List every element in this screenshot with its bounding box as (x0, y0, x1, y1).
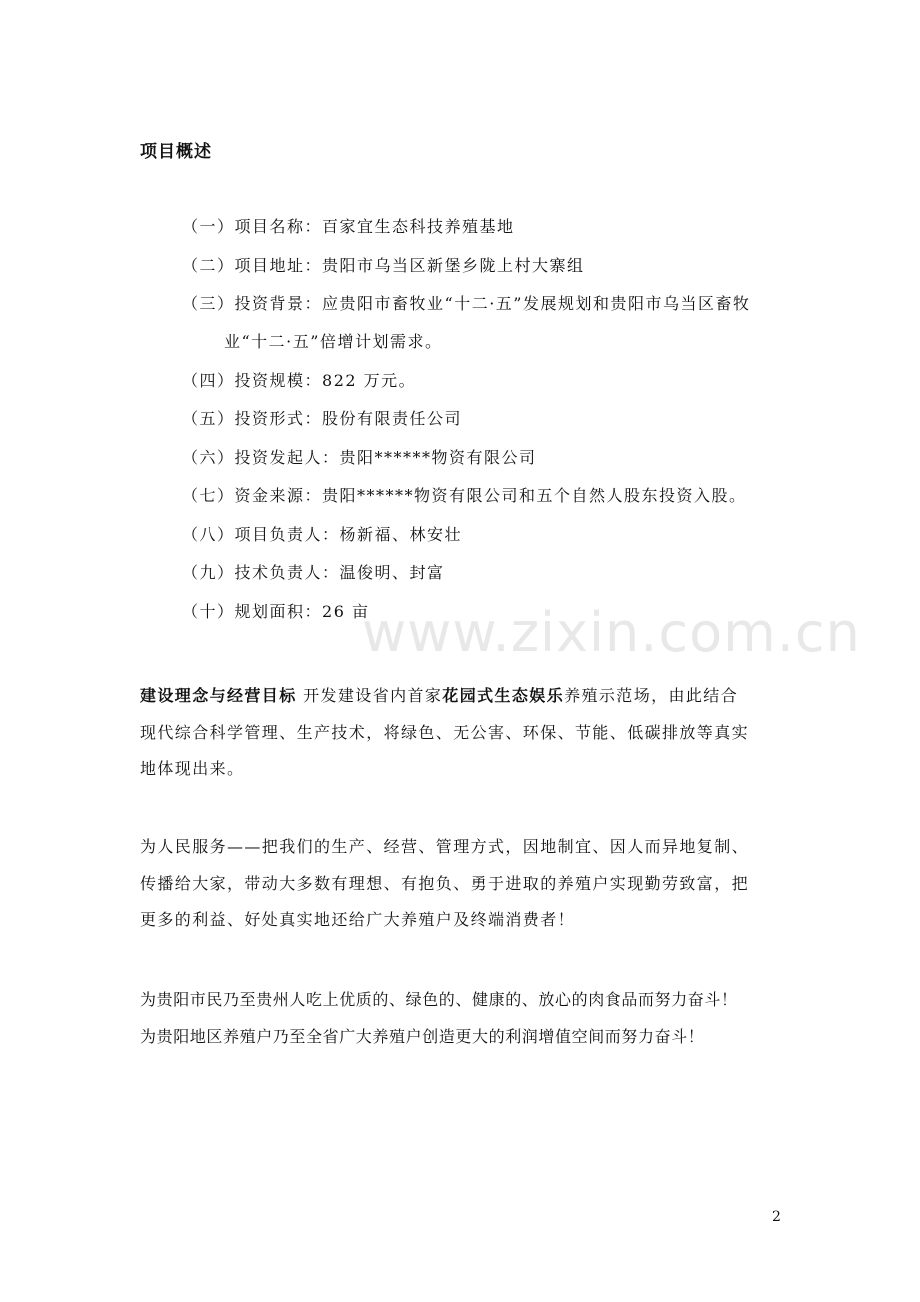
item-label: 项目地址： (234, 255, 323, 275)
item-value: 贵阳******物资有限公司和五个自然人股东投资入股。 (322, 486, 747, 505)
item-number: （八） (182, 524, 235, 544)
item-number: （九） (182, 563, 235, 582)
item-value: 百家宜生态科技养殖基地 (322, 217, 515, 236)
overview-item-tech-lead (182, 561, 792, 585)
page-number: 2 (772, 1209, 781, 1225)
item-value: 股份有限责任公司 (322, 409, 463, 428)
concept-highlight: 花园式生态娱乐 (442, 686, 565, 705)
concept-line-2: 现代综合科学管理、生产技术，将绿色、无公害、环保、节能、低碳排放等真实 (140, 722, 750, 742)
goals-paragraph (140, 982, 785, 1055)
item-value: 杨新福、林安壮 (339, 524, 463, 544)
item-label: 技术负责人： (234, 563, 340, 582)
item-value: 应贵阳市畜牧业“十二·五”发展规划和贵阳市乌当区畜牧 (322, 294, 751, 313)
item-label: 规划面积： (234, 601, 323, 621)
overview-item-form (182, 407, 792, 431)
concept-text-before: 开发建设省内首家 (296, 686, 443, 705)
serve-line-3: 更多的利益、好处真实地还给广大养殖户及终端消费者！ (140, 910, 576, 929)
item-number: （二） (182, 255, 235, 275)
overview-item-funding (182, 484, 792, 508)
serve-paragraph (140, 829, 785, 939)
overview-item-name (182, 215, 792, 239)
item-value: 贵阳******物资有限公司 (339, 447, 537, 467)
item-number: （四） (182, 370, 235, 390)
item-value: 822 万元。 (322, 370, 417, 390)
concept-line-1 (140, 678, 785, 715)
item-value: 温俊明、封富 (339, 563, 445, 582)
item-number: （七） (182, 486, 235, 505)
overview-item-background (182, 292, 792, 354)
watermark: www.zixin.com.cn (362, 601, 861, 664)
item-number: （三） (182, 294, 235, 313)
overview-item-area (182, 600, 792, 624)
item-label: 项目名称： (234, 217, 323, 236)
item-number: （六） (182, 447, 235, 467)
item-label: 投资规模： (234, 370, 323, 390)
concept-line-3: 地体现出来。 (140, 759, 245, 778)
item-value: 贵阳市乌当区新堡乡陇上村大寨组 (322, 255, 585, 275)
item-label: 项目负责人： (234, 524, 340, 544)
item-label: 资金来源： (234, 486, 323, 505)
concept-label: 建设理念与经营目标 (140, 686, 297, 705)
overview-item-initiator (182, 446, 792, 470)
overview-item-address (182, 254, 792, 278)
item-label: 投资形式： (234, 409, 323, 428)
item-label: 投资背景： (234, 294, 323, 313)
item-number: （十） (182, 601, 235, 621)
item-number: （五） (182, 409, 235, 428)
item-value: 26 亩 (322, 601, 370, 621)
overview-list (182, 215, 792, 638)
item-value-continued: 业“十二·五”倍增计划需求。 (224, 332, 443, 351)
concept-text-after: 养殖示范场，由此结合 (564, 686, 739, 705)
item-label: 投资发起人： (234, 447, 340, 467)
overview-item-scale (182, 369, 792, 393)
serve-line-2: 传播给大家，带动大多数有理想、有抱负、勇于进取的养殖户实现勤劳致富，把 (140, 873, 750, 893)
overview-item-project-lead (182, 523, 792, 547)
section-heading: 项目概述 (140, 142, 212, 162)
item-number: （一） (182, 217, 235, 236)
concept-paragraph (140, 678, 785, 788)
goals-line-1: 为贵阳市民乃至贵州人吃上优质的、绿色的、健康的、放心的肉食品而努力奋斗！ (140, 990, 738, 1009)
goals-line-2: 为贵阳地区养殖户乃至全省广大养殖户创造更大的利润增值空间而努力奋斗！ (140, 1026, 705, 1046)
serve-line-1: 为人民服务——把我们的生产、经营、管理方式，因地制宜、因人而异地复制、 (140, 837, 750, 856)
